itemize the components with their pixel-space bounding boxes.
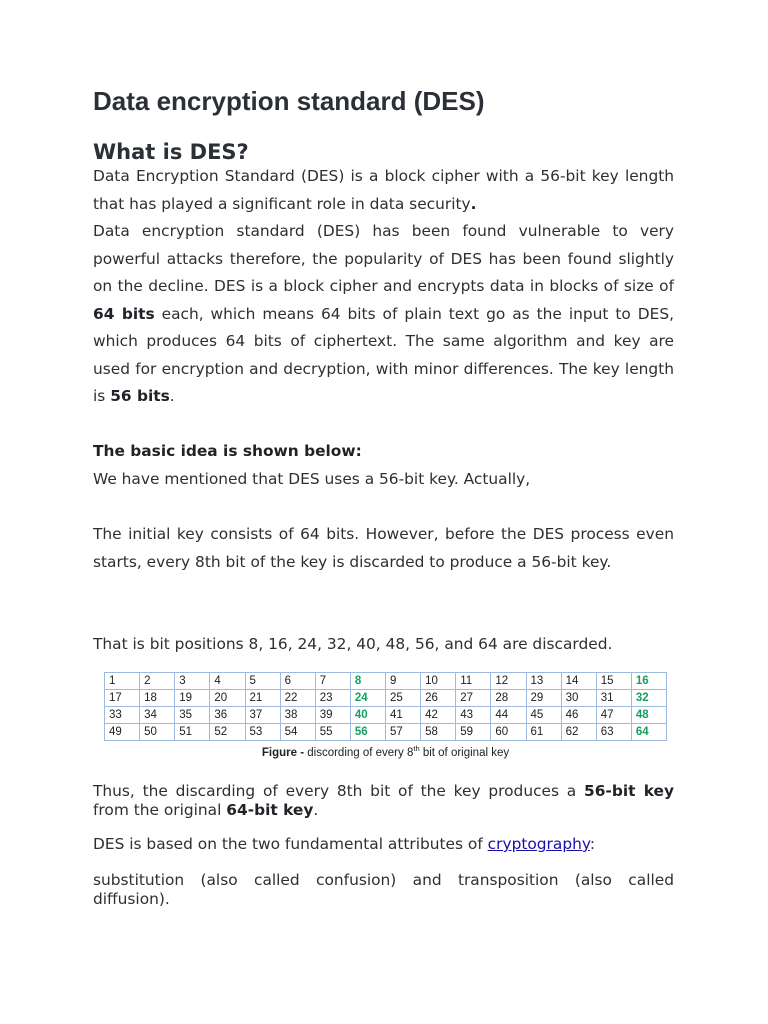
thus-part1: Thus, the discarding of every 8th bit of the key produces a (93, 782, 585, 800)
bit-cell: 3 (175, 673, 210, 690)
discarded-bits-figure (104, 672, 667, 759)
based-text: DES is based on the two fundamental attributes of (93, 835, 488, 853)
bit-cell: 38 (280, 707, 315, 724)
bit-cell: 22 (280, 690, 315, 707)
bit-cell: 35 (175, 707, 210, 724)
bit-cell: 52 (210, 724, 245, 741)
bit-cell: 23 (315, 690, 350, 707)
bit-cell: 17 (105, 690, 140, 707)
bit-cell: 62 (561, 724, 596, 741)
bit-cell: 36 (210, 707, 245, 724)
bit-cell: 46 (561, 707, 596, 724)
desc-bold-56-bits: 56 bits (110, 387, 170, 405)
caption-label: Figure - (261, 746, 305, 759)
bit-table (104, 672, 667, 741)
substitution-paragraph: substitution (also called confusion) and transposition (also called diffusion). (93, 871, 674, 908)
bit-cell: 44 (491, 707, 526, 724)
discarded-bit-cell: 24 (350, 690, 385, 707)
bit-cell: 49 (105, 724, 140, 741)
based-end: : (589, 835, 596, 853)
bit-cell: 15 (596, 673, 631, 690)
section-heading: What is DES? (93, 140, 249, 164)
bit-cell: 47 (596, 707, 631, 724)
bit-cell: 63 (596, 724, 631, 741)
bit-cell: 9 (386, 673, 421, 690)
thus-bold-64-bit-key: 64-bit key (226, 800, 314, 819)
discarded-bit-cell: 48 (631, 707, 666, 724)
bit-cell: 2 (140, 673, 175, 690)
bit-cell: 31 (596, 690, 631, 707)
discarded-bit-cell: 16 (631, 673, 666, 690)
bit-cell: 7 (315, 673, 350, 690)
desc-part2: each, which means 64 bits of plain text go as the input to DES, which produces 64 bits of ciphertext. The same algorithm and key are used for encryption and decryption, with minor differences. The key length is (93, 304, 674, 405)
bit-cell: 51 (175, 724, 210, 741)
thus-part2: from the original (93, 800, 227, 819)
intro-paragraph (93, 163, 674, 218)
bit-row (105, 724, 667, 741)
bit-cell: 21 (245, 690, 280, 707)
bit-cell: 1 (105, 673, 140, 690)
discarded-bit-cell: 40 (350, 707, 385, 724)
bit-cell: 19 (175, 690, 210, 707)
bit-cell: 28 (491, 690, 526, 707)
bit-cell: 4 (210, 673, 245, 690)
desc-bold-64-bits: 64 bits (93, 304, 155, 323)
bit-cell: 26 (421, 690, 456, 707)
bit-cell: 29 (526, 690, 561, 707)
bit-cell: 30 (561, 690, 596, 707)
discarded-bit-cell: 64 (631, 724, 666, 741)
bit-row (105, 673, 667, 690)
description-paragraph (93, 218, 674, 411)
bit-cell: 33 (105, 707, 140, 724)
based-paragraph (93, 835, 674, 854)
bit-cell: 20 (210, 690, 245, 707)
discarded-bit-cell: 56 (350, 724, 385, 741)
bit-cell: 57 (386, 724, 421, 741)
bit-cell: 13 (526, 673, 561, 690)
thus-paragraph (93, 782, 674, 819)
bit-cell: 25 (386, 690, 421, 707)
thus-bold-56-bit-key: 56-bit key (584, 782, 674, 800)
cryptography-link[interactable]: cryptography (487, 835, 590, 853)
bit-row (105, 690, 667, 707)
bit-cell: 59 (456, 724, 491, 741)
page-title: Data encryption standard (DES) (93, 86, 485, 116)
bit-cell: 53 (245, 724, 280, 741)
bit-cell: 42 (421, 707, 456, 724)
bit-cell: 45 (526, 707, 561, 724)
bit-cell: 61 (526, 724, 561, 741)
bit-cell: 39 (315, 707, 350, 724)
bit-cell: 11 (456, 673, 491, 690)
bit-cell: 43 (456, 707, 491, 724)
bit-cell: 10 (421, 673, 456, 690)
bit-cell: 18 (140, 690, 175, 707)
bit-cell: 5 (245, 673, 280, 690)
intro-end: . (470, 194, 477, 213)
bit-cell: 50 (140, 724, 175, 741)
basic-idea-heading: The basic idea is shown below: (93, 442, 362, 460)
initial-key-paragraph: The initial key consists of 64 bits. However, before the DES process even starts, every 8th bit of the key is discarded to produce a 56-bit key. (93, 525, 674, 571)
intro-text: Data Encryption Standard (DES) is a block cipher with a 56-bit key length that has played a significant role in data security (93, 167, 674, 213)
bit-cell: 34 (140, 707, 175, 724)
bit-cell: 54 (280, 724, 315, 741)
bit-row (105, 707, 667, 724)
discarded-bit-cell: 8 (350, 673, 385, 690)
mention-paragraph: We have mentioned that DES uses a 56-bit key. Actually, (93, 470, 531, 488)
bit-cell: 55 (315, 724, 350, 741)
caption-post: bit of original key (419, 746, 510, 759)
bit-cell: 41 (386, 707, 421, 724)
bit-cell: 37 (245, 707, 280, 724)
bit-positions-paragraph: That is bit positions 8, 16, 24, 32, 40, 48, 56, and 64 are discarded. (93, 635, 613, 653)
bit-cell: 12 (491, 673, 526, 690)
bit-cell: 14 (561, 673, 596, 690)
bit-cell: 60 (491, 724, 526, 741)
caption-sup: th (413, 744, 420, 753)
caption-pre: discording of every 8 (304, 746, 414, 759)
figure-caption (104, 744, 667, 759)
bit-cell: 27 (456, 690, 491, 707)
desc-part3: . (169, 387, 175, 405)
desc-part1: Data encryption standard (DES) has been found vulnerable to very powerful attacks therefore, the popularity of DES has been found slightly on the decline. DES is a block cipher and encrypts data in blocks of size of (93, 222, 674, 295)
bit-cell: 6 (280, 673, 315, 690)
discarded-bit-cell: 32 (631, 690, 666, 707)
thus-part3: . (313, 800, 319, 819)
bit-cell: 58 (421, 724, 456, 741)
